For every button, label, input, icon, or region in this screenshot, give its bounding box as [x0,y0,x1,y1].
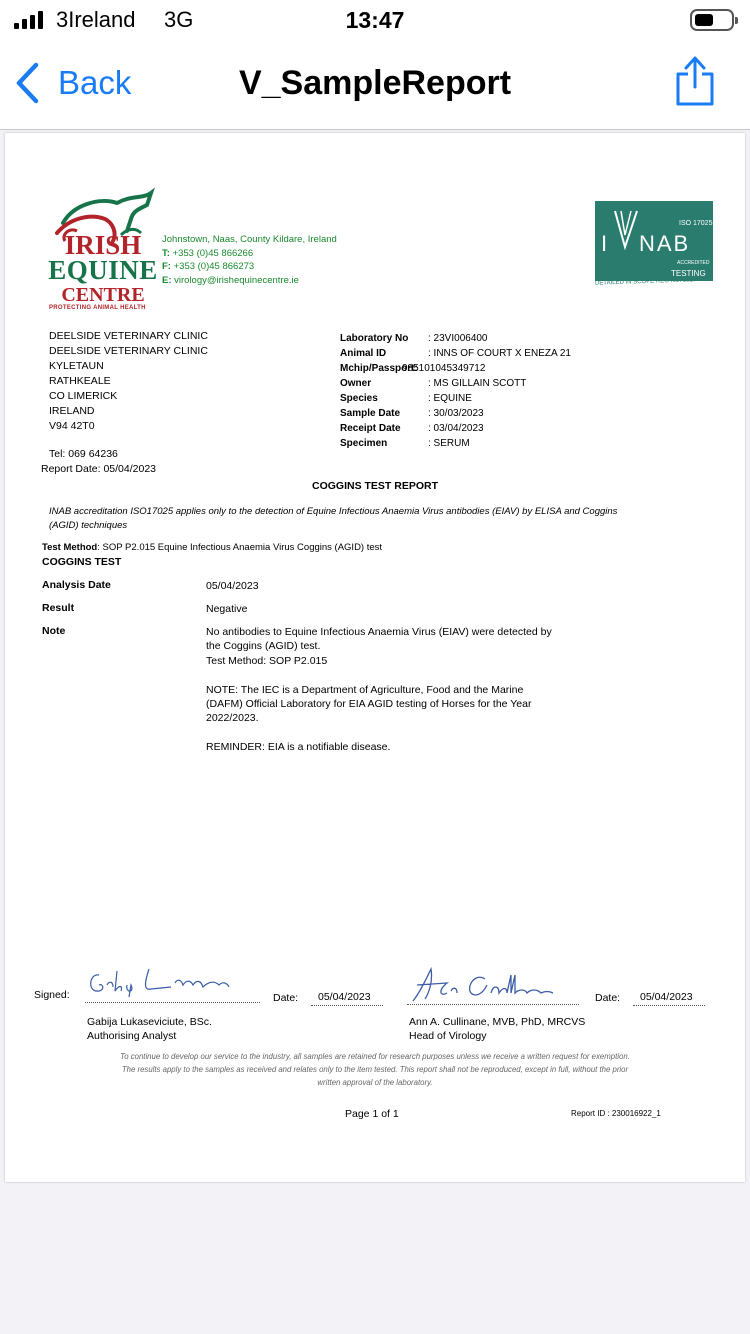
lab-detail-value: : 23VI006400 [428,333,488,344]
battery-icon [690,9,734,31]
page-number: Page 1 of 1 [345,1108,399,1120]
disclaimer-line-2: The results apply to the samples as received and relates only to the item tested. This report shall not be reproduced, except in full, without the prior [121,1065,629,1074]
client-address-line: RATHKEALE [49,375,111,387]
lab-address: Johnstown, Naas, County Kildare, Ireland [162,234,337,245]
test-method: Test Method: SOP P2.015 Equine Infectious Anaemia Virus Coggins (AGID) test [42,542,383,553]
report-date: Report Date: 05/04/2023 [41,463,156,475]
client-address-line: DEELSIDE VETERINARY CLINIC [49,330,208,342]
disclaimer-line-1: To continue to develop our service to the industry, all samples are retained for research purposes unless we receive a written request for exemption. [120,1052,630,1061]
signature-2 [407,963,557,1003]
lab-detail-value: : SERUM [428,438,470,449]
signer-1-role: Authorising Analyst [87,1030,177,1042]
lab-phone: +353 (0)45 866266 [172,247,254,259]
status-time: 13:47 [345,7,405,33]
inab-brand-text-2: NAB [639,231,691,256]
lab-detail-label: Laboratory No [340,333,409,344]
inab-scope-text: DETAILED IN SCOPE REG NO. 151T [594,277,697,287]
signed-label: Signed: [34,989,70,1001]
client-address-line: V94 42T0 [49,420,95,432]
result-label: Result [42,602,75,614]
inab-note: INAB accreditation ISO17025 applies only to the detection of Equine Infectious Anaemia Virus antibodies (EIAV) by ELISA and Coggins (AGID) techniques [49,506,618,531]
signer-2 [409,1015,585,1043]
inab-testing-text: TESTING [671,269,706,278]
lab-detail-label: Receipt Date [340,423,401,434]
inab-accredited-text: ACCREDITED [677,260,710,266]
lab-fax: +353 (0)45 866273 [173,261,255,272]
analysis-date-label: Analysis Date [42,579,111,591]
lab-detail-label: Specimen [340,438,388,449]
navigation-bar [0,40,750,130]
lab-detail-label: Mchip/Passport: [340,363,418,374]
lab-detail-label: Sample Date [340,408,401,419]
report-title: COGGINS TEST REPORT [311,480,438,492]
lab-detail-label: Animal ID [340,348,387,359]
logo-tagline: PROTECTING ANIMAL HEALTH [49,305,146,311]
contact-block: Johnstown, Naas, County Kildare, Ireland T: +353 (0)45 866266 F: +353 (0)45 866273 E: virology@irishequinecentre.ie [162,234,337,286]
signature-line-1 [85,1002,260,1003]
inab-brand-text: I [601,231,610,256]
signature-1 [85,963,235,999]
section-title: COGGINS TEST [42,556,122,568]
date-label-2: Date: [595,992,621,1004]
lab-details-values [402,331,571,451]
client-tel: Tel: 069 64236 [49,448,118,460]
lab-email: virology@irishequinecentre.ie [174,274,299,286]
share-icon[interactable] [672,54,718,108]
lab-detail-value: : INNS OF COURT X ENEZA 21 [428,348,571,359]
carrier-name: 3Ireland [56,7,136,32]
disclaimer-line-3: written approval of the laboratory. [317,1078,433,1087]
date-line-1 [311,1005,383,1006]
back-button[interactable] [14,62,131,104]
client-address-line: DEELSIDE VETERINARY CLINIC [49,345,208,357]
page-title: V_SampleReport [238,64,512,102]
date-value-2: 05/04/2023 [640,991,693,1003]
network-type: 3G [164,7,194,32]
lab-detail-label: Owner [340,378,372,389]
lab-detail-label: Species [340,393,378,404]
signer-1-name: Gabija Lukaseviciute, BSc. [87,1016,212,1028]
lab-detail-value: 985101045349712 [402,363,486,374]
client-address-line: KYLETAUN [49,360,104,372]
back-label: Back [58,64,132,101]
analysis-date-value: 05/04/2023 [206,580,259,592]
status-bar [0,0,750,40]
client-address [49,329,208,434]
date-label-1: Date: [273,992,299,1004]
lab-detail-value: : MS GILLAIN SCOTT [428,378,527,389]
disclaimer [45,1050,705,1089]
result-value: Negative [206,603,248,615]
signer-1 [87,1015,212,1043]
report-id: Report ID : 230016922_1 [571,1109,661,1118]
irish-equine-centre-logo: IRISH EQUINE CENTRE [48,230,158,306]
signer-2-role: Head of Virology [409,1030,487,1042]
lab-detail-value: : 03/04/2023 [428,423,484,434]
note-label: Note [42,625,66,637]
client-address-line: IRELAND [49,405,95,417]
lab-detail-value: : 30/03/2023 [428,408,484,419]
lab-details-labels [340,331,418,451]
date-line-2 [633,1005,705,1006]
client-address-line: CO LIMERICK [49,390,118,402]
signer-2-name: Ann A. Cullinane, MVB, PhD, MRCVS [409,1016,586,1028]
signature-line-2 [407,1004,579,1005]
chevron-left-icon [14,62,42,104]
lab-detail-value: : EQUINE [428,393,472,404]
pdf-document[interactable] [5,133,745,1182]
inab-iso-text: ISO 17025 [679,220,713,227]
battery-fill [695,14,713,26]
note-value: No antibodies to Equine Infectious Anaemia Virus (EIAV) were detected by the Coggins (AGID) test. Test Method: SOP P2.015 NOTE: The IEC is a Department of Agriculture, Food and the Marine (DAFM) Official Laboratory for EIA AGID testing of Horses for the Year 2022/2023. REMINDER: EIA is a notifiable disease. [206,626,552,754]
date-value-1: 05/04/2023 [318,991,371,1003]
